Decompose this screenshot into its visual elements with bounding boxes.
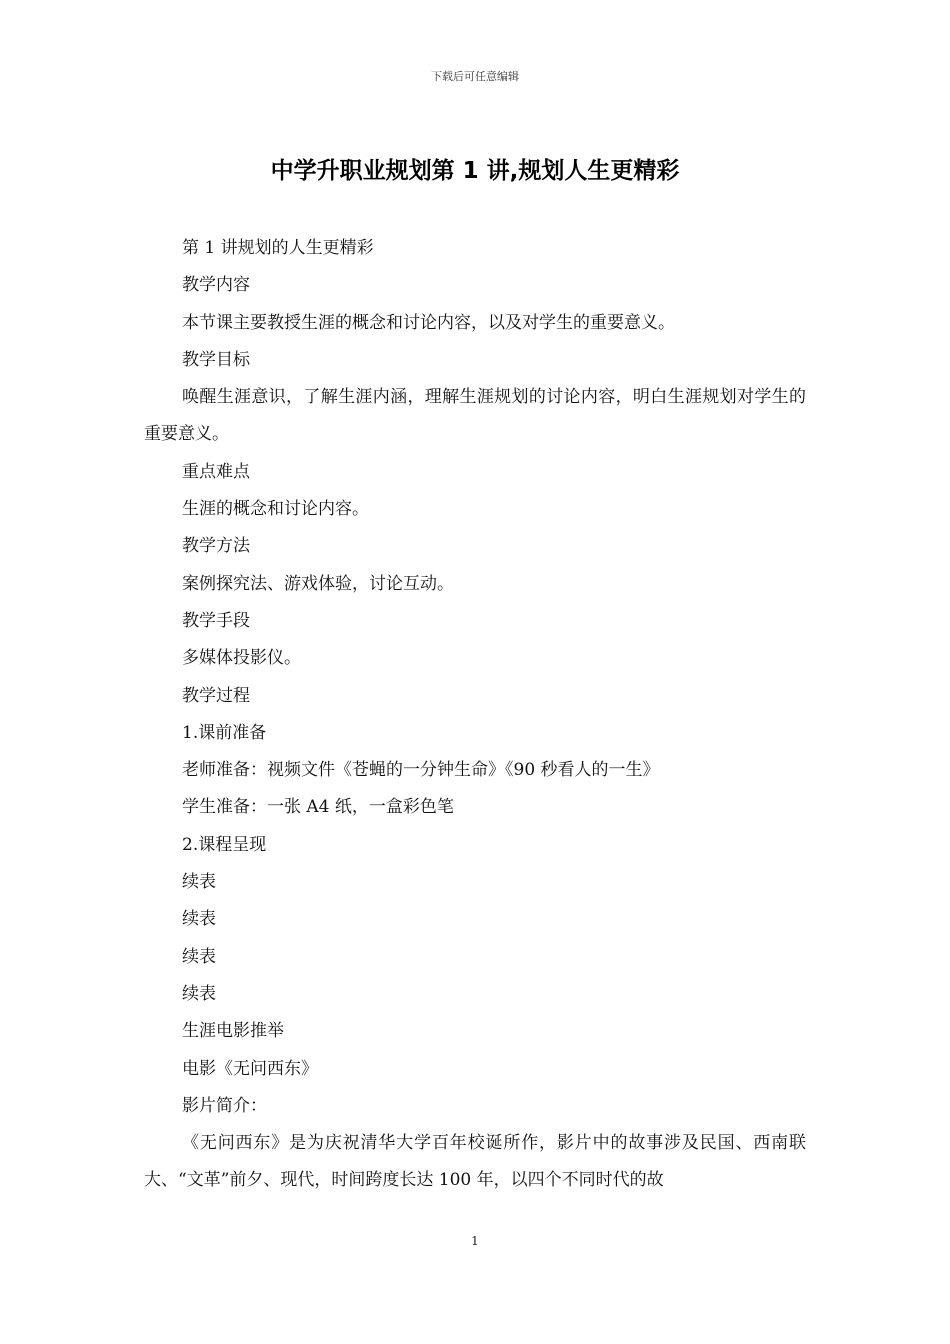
process-step-1: 1.课前准备	[182, 722, 267, 743]
movie-recommendation-heading: 生涯电影推举	[182, 1021, 284, 1042]
student-preparation: 学生准备：一张 A4 纸，一盒彩色笔	[182, 797, 454, 818]
section-heading-goals: 教学目标	[182, 349, 250, 370]
means-text: 多媒体投影仪。	[182, 648, 301, 669]
key-points-text: 生涯的概念和讨论内容。	[182, 499, 369, 520]
movie-synopsis-text: 《无问西东》是为庆祝清华大学百年校诞所作，影片中的故事涉及民国、西南联大、“文革”前夕、现代，时间跨度长达 100 年，以四个不同时代的故	[144, 1133, 806, 1191]
goals-text: 唤醒生涯意识，了解生涯内涵，理解生涯规划的讨论内容，明白生涯规划对学生的重要意义。	[144, 387, 806, 445]
section-heading-key-points: 重点难点	[182, 461, 250, 482]
movie-synopsis-label: 影片简介：	[182, 1095, 267, 1116]
section-heading-process: 教学过程	[182, 685, 250, 706]
process-step-2: 2.课程呈现	[182, 834, 267, 855]
table-continued-label: 续表	[182, 909, 216, 930]
content-text: 本节课主要教授生涯的概念和讨论内容，以及对学生的重要意义。	[182, 312, 675, 333]
lesson-heading: 第 1 讲规划的人生更精彩	[182, 238, 374, 258]
table-continued-label: 续表	[182, 946, 216, 967]
document-body	[144, 230, 806, 1200]
section-heading-content: 教学内容	[182, 275, 250, 296]
document-title: 中学升职业规划第 1 讲,规划人生更精彩	[270, 158, 680, 184]
table-continued-label: 续表	[182, 872, 216, 893]
section-heading-methods: 教学方法	[182, 536, 250, 557]
movie-title: 电影《无问西东》	[182, 1058, 318, 1079]
methods-text: 案例探究法、游戏体验，讨论互动。	[182, 573, 454, 594]
teacher-preparation: 老师准备：视频文件《苍蝇的一分钟生命》《90 秒看人的一生》	[182, 760, 660, 781]
section-heading-means: 教学手段	[182, 610, 250, 631]
page-number: 1	[471, 1234, 479, 1248]
table-continued-label: 续表	[182, 983, 216, 1004]
header-note: 下载后可任意编辑	[431, 70, 519, 83]
